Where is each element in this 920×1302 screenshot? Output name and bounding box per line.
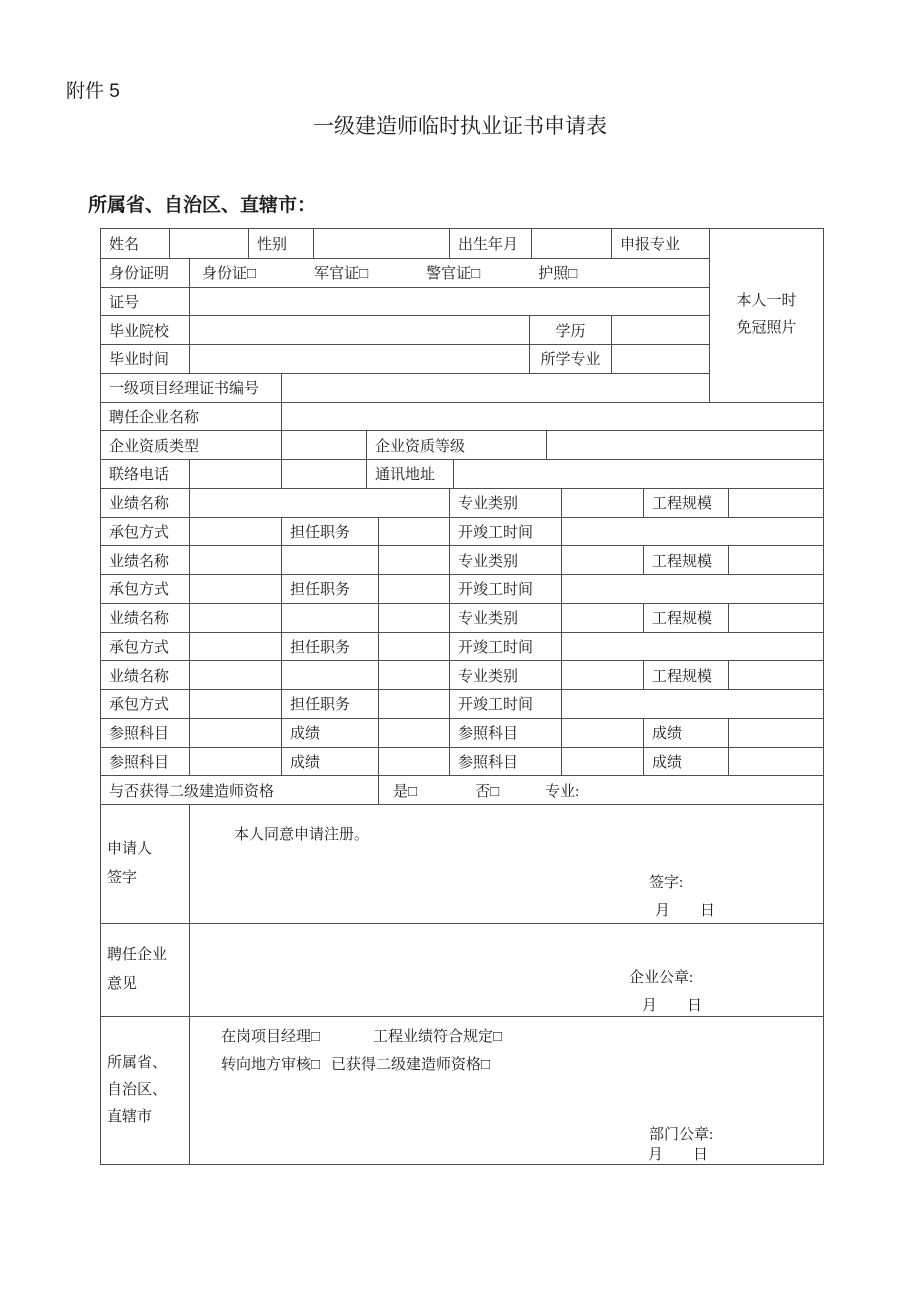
cert-number-field[interactable] [189, 288, 709, 316]
achievement-name-field[interactable] [189, 661, 281, 689]
start-finish-field[interactable] [561, 690, 823, 718]
education-field[interactable] [611, 316, 709, 344]
reference-subject-field[interactable] [561, 719, 643, 747]
employer-opinion-area[interactable] [189, 924, 823, 1016]
row-identity-proof [101, 258, 709, 287]
contact-phone-field[interactable] [189, 460, 281, 488]
checkbox-local-review[interactable]: 转向地方审核□ [221, 1057, 321, 1073]
employer-label-line2: 意见 [107, 976, 138, 992]
start-finish-field[interactable] [561, 633, 823, 661]
qualification-type-field[interactable] [281, 431, 366, 459]
project-scale-field[interactable] [728, 604, 823, 632]
checkbox-on-post-pm[interactable]: 在岗项目经理□ [221, 1029, 321, 1045]
pm-cert-number-field[interactable] [281, 374, 709, 402]
position-held-label: 担任职务 [281, 633, 378, 661]
contracting-mode-field[interactable] [189, 633, 281, 661]
achievement-name-label: 业绩名称 [109, 611, 170, 628]
top-left-rows [101, 229, 709, 402]
name-label: 姓名 [109, 236, 140, 253]
start-finish-label: 开竣工时间 [449, 518, 561, 546]
company-seal-date: 月 日 [642, 998, 703, 1014]
achievement-name-field[interactable] [189, 546, 281, 574]
start-finish-label: 开竣工时间 [449, 633, 561, 661]
agree-statement: 本人同意申请注册。 [234, 827, 370, 843]
major-category-label: 专业类别 [449, 604, 561, 632]
major-category-label: 专业类别 [449, 489, 561, 517]
province-label-line3: 直辖市 [107, 1109, 153, 1125]
graduate-school-label: 毕业院校 [109, 323, 170, 340]
row-reference-2 [101, 747, 823, 776]
checkbox-military-id[interactable]: 军官证□ [314, 266, 369, 283]
project-scale-label: 工程规模 [643, 489, 728, 517]
checkbox-passport[interactable]: 护照□ [538, 266, 578, 283]
contracting-mode-field[interactable] [189, 690, 281, 718]
applicant-signature-area[interactable] [189, 805, 823, 923]
mailing-address-label: 通讯地址 [366, 460, 453, 488]
project-scale-label: 工程规模 [643, 604, 728, 632]
cert-number-label: 证号 [109, 294, 140, 311]
major-category-label: 专业类别 [449, 661, 561, 689]
applicant-label-line2: 签字 [107, 870, 138, 886]
row-pm-cert-number [101, 373, 709, 402]
row-applicant-signature [101, 804, 823, 923]
signature-label: 签字: [649, 875, 684, 891]
row-achievement-2 [101, 545, 823, 574]
project-scale-label: 工程规模 [643, 661, 728, 689]
region-heading: 所属省、自治区、直辖市： [88, 195, 317, 216]
dept-seal-label: 部门公章: [649, 1127, 714, 1143]
top-section [101, 229, 823, 402]
row-employer-opinion [101, 923, 823, 1016]
contracting-mode-field[interactable] [189, 575, 281, 603]
birth-month-field[interactable] [531, 229, 611, 258]
graduate-school-field[interactable] [189, 316, 529, 344]
achievement-name-field[interactable] [189, 489, 449, 517]
graduate-time-field[interactable] [189, 345, 529, 373]
achievement-name-field[interactable] [189, 604, 281, 632]
row-achievement-1 [101, 488, 823, 517]
score-field[interactable] [378, 748, 449, 776]
photo-placeholder [709, 229, 823, 402]
project-scale-field[interactable] [728, 661, 823, 689]
checkbox-second-level[interactable]: 已获得二级建造师资格□ [331, 1057, 491, 1073]
row-second-level [101, 775, 823, 804]
reference-subject-field[interactable] [561, 748, 643, 776]
qualification-grade-field[interactable] [546, 431, 823, 459]
row-employer-name [101, 402, 823, 431]
row-achievement-4 [101, 660, 823, 689]
row-province-review [101, 1016, 823, 1164]
birth-month-label: 出生年月 [449, 229, 531, 258]
attachment-label: 附件 5 [66, 81, 120, 102]
reference-subject-label: 参照科目 [109, 754, 170, 771]
province-label-line1: 所属省、 [107, 1055, 168, 1071]
score-field[interactable] [728, 748, 823, 776]
score-label: 成绩 [281, 748, 378, 776]
achievement-extra-field[interactable] [281, 546, 378, 574]
checkbox-no[interactable]: 否□ [475, 783, 500, 800]
second-level-major-label: 专业: [545, 783, 580, 800]
page-title: 一级建造师临时执业证书申请表 [313, 115, 607, 138]
row-contracting-2 [101, 574, 823, 603]
checkbox-yes[interactable]: 是□ [393, 783, 418, 800]
contracting-mode-label: 承包方式 [109, 582, 170, 599]
score-field[interactable] [378, 719, 449, 747]
employer-name-label: 聘任企业名称 [109, 409, 200, 426]
second-level-question-label: 与否获得二级建造师资格 [109, 783, 275, 800]
reference-subject-label: 参照科目 [109, 726, 170, 743]
gender-field[interactable] [313, 229, 449, 258]
row-qualification [101, 430, 823, 459]
qualification-grade-label: 企业资质等级 [366, 431, 546, 459]
pm-cert-number-label: 一级项目经理证书编号 [109, 381, 260, 398]
checkbox-id-card[interactable]: 身份证□ [202, 266, 257, 283]
position-held-label: 担任职务 [281, 690, 378, 718]
row-contracting-4 [101, 689, 823, 718]
province-review-area[interactable] [189, 1017, 823, 1164]
contact-phone-label: 联络电话 [109, 467, 170, 484]
position-held-label: 担任职务 [281, 575, 378, 603]
position-held-field[interactable] [378, 575, 449, 603]
achievement-name-label: 业绩名称 [109, 668, 170, 685]
major-category-field[interactable] [561, 489, 643, 517]
score-label: 成绩 [643, 748, 728, 776]
checkbox-achievement-ok[interactable]: 工程业绩符合规定□ [373, 1029, 503, 1045]
employer-name-field[interactable] [281, 403, 823, 431]
photo-text-line2: 免冠照片 [736, 320, 797, 337]
reference-subject-label: 参照科目 [449, 719, 561, 747]
company-seal-label: 企业公章: [629, 970, 694, 986]
row-contracting-3 [101, 632, 823, 661]
name-field[interactable] [169, 229, 248, 258]
contact-spacer-field[interactable] [281, 460, 366, 488]
score-label: 成绩 [281, 719, 378, 747]
row-achievement-3 [101, 603, 823, 632]
contracting-mode-label: 承包方式 [109, 639, 170, 656]
score-field[interactable] [728, 719, 823, 747]
position-held-field[interactable] [378, 633, 449, 661]
position-held-field[interactable] [378, 690, 449, 718]
contracting-mode-label: 承包方式 [109, 697, 170, 714]
start-finish-field[interactable] [561, 575, 823, 603]
major-category-field[interactable] [561, 604, 643, 632]
major-category-field[interactable] [561, 546, 643, 574]
row-name [101, 229, 709, 258]
identity-proof-options [189, 259, 709, 287]
major-category-field[interactable] [561, 661, 643, 689]
achievement-extra-field[interactable] [281, 604, 378, 632]
reference-subject-label: 参照科目 [449, 748, 561, 776]
education-label: 学历 [529, 316, 611, 344]
qualification-type-label: 企业资质类型 [109, 438, 200, 455]
checkbox-police-id[interactable]: 警官证□ [426, 266, 481, 283]
employer-label-line1: 聘任企业 [107, 947, 168, 963]
dept-seal-date: 月 日 [648, 1147, 709, 1163]
achievement-extra-field[interactable] [378, 661, 449, 689]
contracting-mode-field[interactable] [189, 518, 281, 546]
row-graduate-school [101, 315, 709, 344]
mailing-address-field[interactable] [453, 460, 823, 488]
second-level-answer [378, 776, 823, 804]
contracting-mode-label: 承包方式 [109, 524, 170, 541]
start-finish-label: 开竣工时间 [449, 575, 561, 603]
achievement-name-label: 业绩名称 [109, 496, 170, 513]
studied-major-label: 所学专业 [529, 345, 611, 373]
province-label-line2: 自治区、 [107, 1082, 168, 1098]
project-scale-field[interactable] [728, 489, 823, 517]
employer-opinion-label [101, 924, 189, 1016]
score-label: 成绩 [643, 719, 728, 747]
province-review-label [101, 1017, 189, 1164]
applicant-signature-label [101, 805, 189, 923]
studied-major-field[interactable] [611, 345, 709, 373]
position-held-field[interactable] [378, 518, 449, 546]
application-form-table [100, 228, 824, 1165]
position-held-label: 担任职务 [281, 518, 378, 546]
row-contracting-1 [101, 517, 823, 546]
row-reference-1 [101, 718, 823, 747]
signature-date: 月 日 [655, 903, 716, 919]
gender-label: 性别 [248, 229, 313, 258]
major-category-label: 专业类别 [449, 546, 561, 574]
achievement-name-label: 业绩名称 [109, 553, 170, 570]
row-contact [101, 459, 823, 488]
reference-subject-field[interactable] [189, 748, 281, 776]
row-cert-number [101, 287, 709, 316]
start-finish-field[interactable] [561, 518, 823, 546]
project-scale-label: 工程规模 [643, 546, 728, 574]
applicant-label-line1: 申请人 [107, 841, 153, 857]
project-scale-field[interactable] [728, 546, 823, 574]
achievement-extra-field[interactable] [378, 604, 449, 632]
start-finish-label: 开竣工时间 [449, 690, 561, 718]
achievement-extra-field[interactable] [378, 546, 449, 574]
row-graduate-time [101, 344, 709, 373]
declared-major-label: 申报专业 [611, 229, 709, 258]
achievement-extra-field[interactable] [281, 661, 378, 689]
reference-subject-field[interactable] [189, 719, 281, 747]
graduate-time-label: 毕业时间 [109, 352, 170, 369]
identity-proof-label: 身份证明 [109, 266, 170, 283]
photo-text-line1: 本人一时 [736, 293, 797, 310]
